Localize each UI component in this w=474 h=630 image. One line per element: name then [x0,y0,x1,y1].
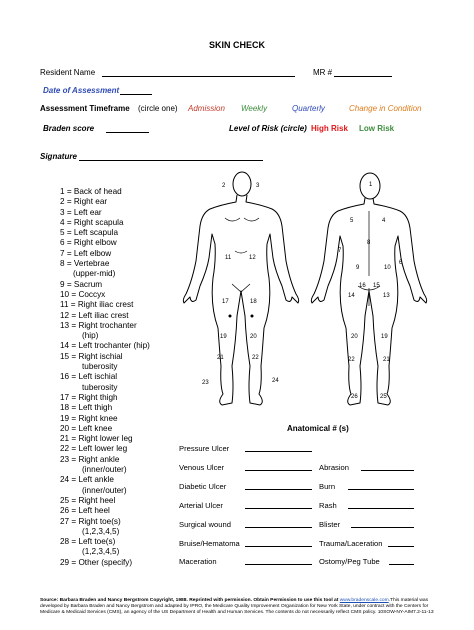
back-marker: 26 [351,394,358,400]
back-marker: 6 [399,260,403,266]
legend-item: (inner/outer) [82,485,127,495]
legend-item: 7 = Left elbow [60,248,112,258]
legend-item: 16 = Left ischial [60,372,118,382]
blister-field[interactable] [351,519,414,528]
pressure-ulcer-label: Pressure Ulcer [179,444,230,453]
legend-item: (1,2,3,4,5) [82,526,120,536]
surgical-wound-field[interactable] [245,519,312,528]
page-title: SKIN CHECK [208,40,265,50]
front-marker: 3 [256,183,260,189]
legend-item: 2 = Right ear [60,197,108,207]
diabetic-ulcer-field[interactable] [245,481,312,490]
legend-item: tuberosity [82,362,118,372]
legend-item: 5 = Left scapula [60,228,119,238]
maceration-field[interactable] [245,556,312,565]
back-marker: 19 [381,334,388,340]
front-marker: 21 [217,355,224,361]
front-marker: 23 [202,380,209,386]
ostomy-peg-tube-label: Ostomy/Peg Tube [319,557,380,566]
back-marker: 5 [350,218,354,224]
bradenscale-link[interactable]: www.bradenscale.com [339,598,389,603]
legend-item: 24 = Left ankle [60,475,114,485]
low-risk-option[interactable]: Low Risk [359,124,395,133]
legend-item: 20 = Left knee [60,423,113,433]
back-marker: 8 [367,240,371,246]
abrasion-field[interactable] [361,462,414,471]
legend-item: 26 = Left heel [60,506,110,516]
venous-ulcer-label: Venous Ulcer [179,463,225,472]
resident-name-label: Resident Name [40,68,96,77]
legend-item: 13 = Right trochanter [60,320,137,330]
bruise-hematoma-label: Bruise/Hematoma [179,539,240,548]
legend-item: (upper-mid) [73,269,116,279]
front-marker: 19 [220,334,227,340]
legend-item: 3 = Left ear [60,207,102,217]
legend-item: 4 = Right scapula [60,217,124,227]
back-marker: 14 [348,293,355,299]
option-quarterly[interactable]: Quarterly [292,104,325,113]
legend-item: 14 = Left trochanter (hip) [60,341,150,351]
legend-item: 6 = Right elbow [60,238,117,248]
legend-item: 22 = Left lower leg [60,444,128,454]
legend-item: 29 = Other (specify) [60,557,133,567]
mr-field[interactable] [334,67,392,77]
back-marker: 20 [351,334,358,340]
legend-item: 10 = Coccyx [60,289,106,299]
legend-item: 27 = Right toe(s) [60,516,121,526]
legend-item: 8 = Vertebrae [60,259,110,269]
high-risk-option[interactable]: High Risk [311,124,348,133]
front-body-figure [180,166,310,416]
level-of-risk-label: Level of Risk (circle) [229,124,307,133]
back-marker: 1 [369,182,373,188]
back-body-figure [310,166,430,416]
back-marker: 22 [348,357,355,363]
surgical-wound-label: Surgical wound [179,520,231,529]
diabetic-ulcer-label: Diabetic Ulcer [179,482,227,491]
timeframe-label: Assessment Timeframe [40,104,130,113]
back-marker: 9 [356,265,360,271]
legend-item: (1,2,3,4,5) [82,547,120,557]
legend-item: (hip) [82,331,99,341]
legend-item: 21 = Right lower leg [60,434,133,444]
rash-label: Rash [319,501,337,510]
anatomical-heading: Anatomical # (s) [287,424,349,433]
burn-label: Burn [319,482,336,491]
pressure-ulcer-field[interactable] [245,443,312,452]
braden-score-field[interactable] [106,123,149,133]
front-marker: 20 [250,334,257,340]
trauma-laceration-field[interactable] [388,538,414,547]
ostomy-peg-tube-field[interactable] [389,556,414,565]
legend-item: 17 = Right thigh [60,392,118,402]
mr-label: MR # [313,68,333,77]
front-marker: 22 [252,355,259,361]
legend-item: 9 = Sacrum [60,279,103,289]
back-marker: 15 [373,283,380,289]
resident-name-field[interactable] [102,67,295,77]
option-admission[interactable]: Admission [188,104,225,113]
legend-item: 25 = Right heel [60,495,116,505]
front-marker: 11 [225,255,232,261]
option-weekly[interactable]: Weekly [241,104,268,113]
arterial-ulcer-field[interactable] [245,500,312,509]
rash-field[interactable] [348,500,414,509]
footer-disclaimer-text: .This material was developed by Barbara Braden and Nancy Bergstrom and adapted by IPRO, the Medicare Quality Improvement Organization for New York State, under contract with the Centers for Medicare & Medicaid Services (CMS), an agency of the US Department of Health and Human Services. The contents do not necessarily reflect CMS policy. 10SOW-NY-AIM7.2-11-13 [40,598,434,616]
source-footer [40,598,440,616]
back-marker: 21 [383,357,390,363]
front-marker: 24 [272,378,279,384]
date-of-assessment-label: Date of Assessment [43,86,120,95]
legend-item: 23 = Right ankle [60,454,120,464]
legend-item: tuberosity [82,382,118,392]
trauma-laceration-label: Trauma/Laceration [319,539,383,548]
bruise-hematoma-field[interactable] [245,538,312,547]
back-marker: 13 [383,293,390,299]
legend-item: 12 = Left iliac crest [60,310,129,320]
front-marker: 17 [222,299,229,305]
front-marker: 12 [249,255,256,261]
maceration-label: Maceration [179,557,217,566]
signature-field[interactable] [79,151,263,161]
legend-item: 28 = Left toe(s) [60,537,116,547]
back-marker: 4 [382,218,386,224]
abrasion-label: Abrasion [319,463,349,472]
back-marker: 25 [380,394,387,400]
front-marker: 18 [250,299,257,305]
braden-score-label: Braden score [43,124,95,133]
body-location-legend [60,187,150,568]
arterial-ulcer-label: Arterial Ulcer [179,501,223,510]
legend-item: 1 = Back of head [60,187,122,196]
legend-item: 19 = Right knee [60,413,118,423]
footer-source-text: Source: Barbara Braden and Nancy Bergstrom Copyright, 1988. Reprinted with permission. Obtain Permission to use this tool at [40,598,340,603]
legend-item: (inner/outer) [82,465,127,475]
burn-field[interactable] [348,481,414,490]
back-marker: 10 [384,265,391,271]
front-marker: 2 [222,183,226,189]
signature-label: Signature [40,152,77,161]
venous-ulcer-field[interactable] [245,462,312,471]
option-change-in-condition[interactable]: Change in Condition [349,104,422,113]
circle-one-label: (circle one) [138,104,178,113]
legend-item: 18 = Left thigh [60,403,113,413]
back-marker: 7 [338,248,342,254]
back-marker: 16 [359,283,366,289]
blister-label: Blister [319,520,341,529]
legend-item: 11 = Right iliac crest [60,300,134,310]
date-field[interactable] [120,85,152,95]
legend-item: 15 = Right ischial [60,351,123,361]
